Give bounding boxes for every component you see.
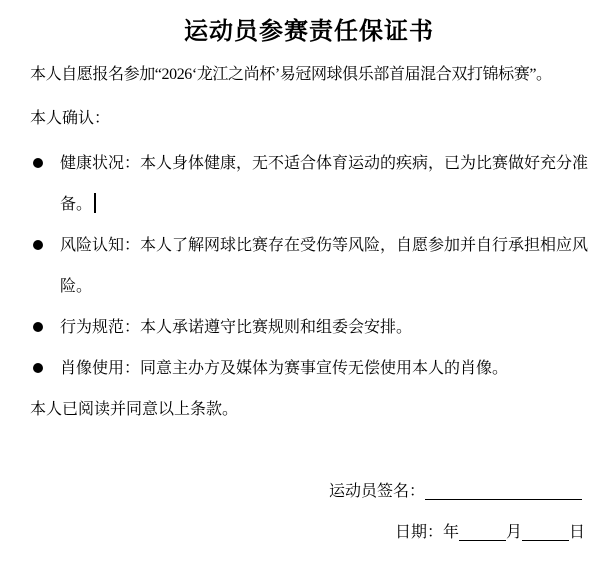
confirm-heading: 本人确认：	[30, 110, 111, 127]
closing-statement: 本人已阅读并同意以上条款。	[30, 401, 239, 418]
date-year-label: 年	[442, 524, 459, 541]
clause-text-conduct: 行为规范：本人承诺遵守比赛规则和组委会安排。	[60, 319, 413, 336]
bullet-icon	[33, 322, 43, 332]
clause-text-portrait: 肖像使用：同意主办方及媒体为赛事宣传无偿使用本人的肖像。	[60, 360, 509, 377]
clause-list	[30, 143, 588, 389]
signature-label: 运动员签名：	[328, 483, 425, 500]
list-item-conduct	[30, 307, 588, 348]
bullet-icon	[33, 158, 43, 168]
date-month-field[interactable]	[522, 522, 569, 541]
bullet-icon	[33, 363, 43, 373]
date-month-label: 月	[505, 524, 522, 541]
list-item-risk	[30, 225, 588, 307]
date-year-field[interactable]	[459, 522, 506, 541]
list-item-portrait	[30, 348, 588, 389]
clause-text-health	[60, 143, 588, 225]
clause-text-risk: 风险认知：本人了解网球比赛存在受伤等风险，自愿参加并自行承担相应风险。	[60, 237, 589, 295]
text-cursor	[94, 193, 96, 213]
signature-field[interactable]	[425, 481, 582, 500]
page-title: 运动员参赛责任保证书	[184, 19, 434, 45]
signature-row	[30, 471, 588, 512]
list-item-health	[30, 143, 588, 225]
date-label: 日期：	[394, 524, 443, 541]
clause-health-label: 健康状况：本人身体健康，无不适合体育运动的疾病，已为比赛做好充分准备。	[60, 155, 589, 213]
date-day-label: 日	[568, 524, 585, 541]
intro-paragraph: 本人自愿报名参加“2026‘龙江之尚杯’易冠网球俱乐部首届混合双打锦标赛”。	[30, 66, 552, 83]
bullet-icon	[33, 240, 43, 250]
date-row	[30, 512, 588, 553]
